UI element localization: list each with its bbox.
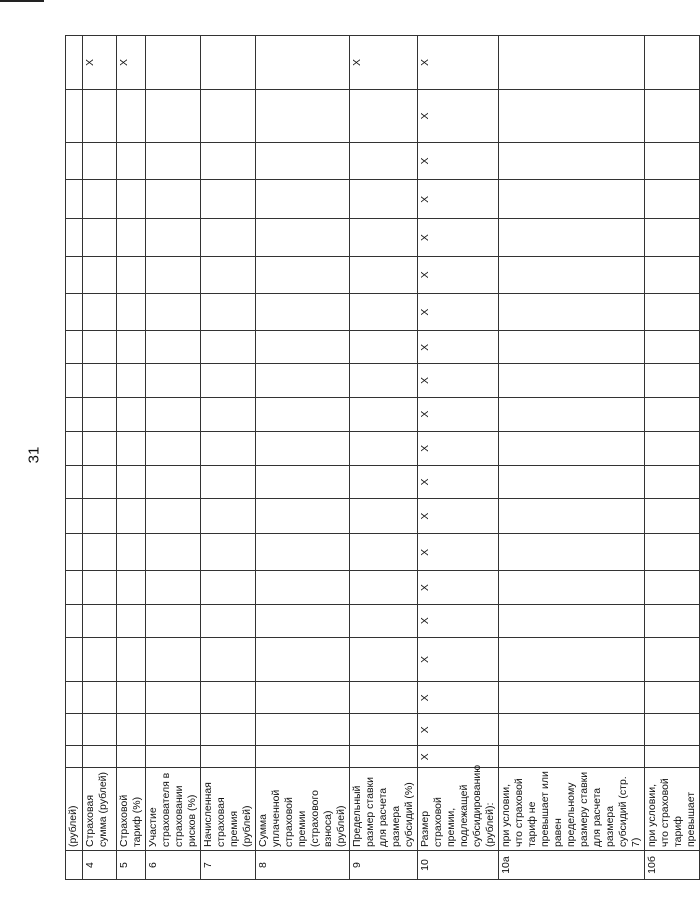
table-cell (256, 364, 350, 397)
table-cell (146, 256, 201, 293)
table-cell (83, 571, 117, 604)
row-number: 4 (83, 851, 117, 880)
table-row (499, 36, 645, 880)
table-cell (66, 746, 83, 768)
table-cell (146, 746, 201, 768)
table-cell (645, 294, 700, 331)
table-cell (83, 219, 117, 256)
table-cell (66, 682, 83, 714)
table-cell (117, 604, 146, 637)
rotated-table-wrapper (65, 35, 697, 880)
table-cell (645, 219, 700, 256)
table-cell (499, 431, 645, 465)
table-cell (350, 431, 418, 465)
table-cell (201, 499, 256, 534)
table-cell (256, 90, 350, 143)
table-cell (201, 746, 256, 768)
table-cell (201, 431, 256, 465)
table-cell (256, 331, 350, 364)
cross-mark-cell: X (418, 256, 499, 293)
cross-mark-cell: X (418, 637, 499, 682)
table-cell (201, 256, 256, 293)
table-cell (146, 219, 201, 256)
table-cell (645, 604, 700, 637)
cross-mark-cell: X (418, 180, 499, 219)
table-cell (645, 364, 700, 397)
table-cell (499, 499, 645, 534)
table-cell (201, 637, 256, 682)
table-cell (201, 571, 256, 604)
table-cell (117, 256, 146, 293)
cross-mark-cell: X (418, 714, 499, 746)
table-row (256, 36, 350, 880)
table-cell (66, 256, 83, 293)
table-cell (256, 431, 350, 465)
table-cell (256, 219, 350, 256)
table-cell (66, 604, 83, 637)
table-row (201, 36, 256, 880)
table-cell (350, 714, 418, 746)
table-cell (66, 637, 83, 682)
table-cell (350, 682, 418, 714)
table-cell (66, 499, 83, 534)
table-row (83, 36, 117, 880)
table-cell (83, 90, 117, 143)
table-cell (201, 90, 256, 143)
cross-mark-cell: X (418, 142, 499, 179)
row-number (66, 851, 83, 880)
table-cell (256, 746, 350, 768)
table-cell (117, 499, 146, 534)
cross-mark-cell: X (418, 499, 499, 534)
table-cell (256, 465, 350, 498)
table-cell (645, 465, 700, 498)
table-cell (350, 364, 418, 397)
table-cell (66, 714, 83, 746)
table-cell (201, 294, 256, 331)
table-row (645, 36, 700, 880)
table-cell (499, 180, 645, 219)
table-cell (350, 256, 418, 293)
table-cell (117, 397, 146, 431)
table-cell (146, 36, 201, 90)
table-cell (499, 36, 645, 90)
row-number: 6 (146, 851, 201, 880)
table-cell (256, 397, 350, 431)
cross-mark-cell: X (418, 331, 499, 364)
table-cell (66, 294, 83, 331)
table-cell (499, 256, 645, 293)
table-cell (201, 180, 256, 219)
table-cell (66, 534, 83, 571)
table-cell (117, 364, 146, 397)
table-cell (66, 397, 83, 431)
table-cell (645, 142, 700, 179)
cross-mark-cell: X (418, 294, 499, 331)
table-cell (117, 637, 146, 682)
table-cell (645, 534, 700, 571)
table-cell (256, 142, 350, 179)
table-cell (350, 142, 418, 179)
table-cell (645, 714, 700, 746)
table-cell (350, 746, 418, 768)
table-cell (201, 36, 256, 90)
table-row (350, 36, 418, 880)
table-cell (499, 294, 645, 331)
table-cell (256, 571, 350, 604)
row-label: (рублей) (66, 768, 83, 851)
table-cell (117, 714, 146, 746)
row-number: 10а (499, 851, 645, 880)
table-cell (350, 571, 418, 604)
table-cell (256, 499, 350, 534)
table-cell (201, 714, 256, 746)
table-cell (117, 682, 146, 714)
table-cell (66, 142, 83, 179)
table-cell (645, 431, 700, 465)
table-cell (117, 219, 146, 256)
row-number: 9 (350, 851, 418, 880)
table-cell (117, 142, 146, 179)
cross-mark-cell: X (117, 36, 146, 90)
table-cell (83, 180, 117, 219)
table-cell (146, 364, 201, 397)
table-cell (146, 180, 201, 219)
table-cell (83, 534, 117, 571)
table-cell (499, 142, 645, 179)
table-cell (256, 180, 350, 219)
table-cell (645, 499, 700, 534)
table-cell (350, 180, 418, 219)
cross-mark-cell: X (418, 90, 499, 143)
table-cell (350, 90, 418, 143)
table-cell (117, 465, 146, 498)
table-cell (117, 90, 146, 143)
table-cell (66, 431, 83, 465)
table-cell (350, 465, 418, 498)
table-cell (645, 746, 700, 768)
table-cell (83, 364, 117, 397)
table-cell (66, 571, 83, 604)
table-cell (201, 604, 256, 637)
table-cell (146, 397, 201, 431)
table-cell (83, 142, 117, 179)
table-cell (117, 746, 146, 768)
cross-mark-cell: X (418, 604, 499, 637)
table-cell (83, 604, 117, 637)
table-cell (146, 90, 201, 143)
table-cell (201, 219, 256, 256)
table-cell (256, 682, 350, 714)
table-cell (83, 714, 117, 746)
row-label: Страховая сумма (рублей) (83, 768, 117, 851)
row-number: 10 (418, 851, 499, 880)
table-cell (201, 142, 256, 179)
table-cell (146, 534, 201, 571)
table-row (66, 36, 83, 880)
cross-mark-cell: X (418, 364, 499, 397)
table-cell (146, 465, 201, 498)
cross-mark-cell: X (418, 431, 499, 465)
cross-mark-cell: X (418, 397, 499, 431)
cross-mark-cell: X (418, 534, 499, 571)
table-cell (645, 637, 700, 682)
row-number: 5 (117, 851, 146, 880)
table-row (146, 36, 201, 880)
table-cell (201, 682, 256, 714)
table-cell (117, 331, 146, 364)
row-label: Предельный размер ставки для расчета размера субсидий (%) (350, 768, 418, 851)
corner-mark (0, 0, 44, 2)
row-number: 7 (201, 851, 256, 880)
table-cell (256, 256, 350, 293)
cross-mark-cell: X (418, 36, 499, 90)
row-label: Размер страховой премии, подлежащей субсидированию (рублей): (418, 768, 499, 851)
table-cell (66, 331, 83, 364)
table-cell (350, 219, 418, 256)
table-cell (201, 534, 256, 571)
table-cell (146, 431, 201, 465)
table-cell (350, 499, 418, 534)
data-table (65, 35, 700, 880)
cross-mark-cell: X (418, 571, 499, 604)
table-cell (499, 682, 645, 714)
table-cell (645, 36, 700, 90)
table-cell (83, 256, 117, 293)
table-cell (83, 637, 117, 682)
table-cell (256, 604, 350, 637)
table-cell (117, 180, 146, 219)
table-cell (256, 637, 350, 682)
table-cell (645, 90, 700, 143)
cross-mark-cell: X (418, 682, 499, 714)
table-cell (499, 90, 645, 143)
table-cell (83, 431, 117, 465)
table-cell (499, 571, 645, 604)
table-cell (146, 294, 201, 331)
table-cell (350, 637, 418, 682)
table-cell (256, 534, 350, 571)
table-cell (66, 465, 83, 498)
table-cell (83, 499, 117, 534)
table-cell (645, 682, 700, 714)
row-number: 10б (645, 851, 700, 880)
cross-mark-cell: X (418, 219, 499, 256)
table-cell (117, 534, 146, 571)
table-cell (201, 465, 256, 498)
table-cell (350, 604, 418, 637)
row-label: при условии, что страховой тариф превышает (645, 768, 700, 851)
table-cell (146, 331, 201, 364)
table-cell (350, 397, 418, 431)
table-cell (146, 142, 201, 179)
table-cell (350, 294, 418, 331)
row-label: Участие страхователя в страховании рисков (%) (146, 768, 201, 851)
table-cell (201, 397, 256, 431)
table-cell (350, 331, 418, 364)
table-cell (66, 180, 83, 219)
table-cell (146, 571, 201, 604)
table-cell (83, 294, 117, 331)
table-cell (256, 714, 350, 746)
table-cell (256, 294, 350, 331)
table-cell (645, 180, 700, 219)
table-cell (499, 637, 645, 682)
table-cell (117, 431, 146, 465)
table-cell (83, 746, 117, 768)
table-cell (117, 294, 146, 331)
row-label: Начисленная страховая премия (рублей) (201, 768, 256, 851)
table-cell (201, 331, 256, 364)
table-cell (645, 397, 700, 431)
cross-mark-cell: X (83, 36, 117, 90)
table-cell (499, 331, 645, 364)
page-number: 31 (25, 446, 43, 464)
table-cell (66, 219, 83, 256)
row-label: Страховой тариф (%) (117, 768, 146, 851)
cross-mark-cell: X (418, 465, 499, 498)
table-cell (117, 571, 146, 604)
table-cell (83, 682, 117, 714)
table-cell (146, 604, 201, 637)
table-cell (83, 331, 117, 364)
table-cell (201, 364, 256, 397)
table-cell (66, 364, 83, 397)
table-cell (645, 256, 700, 293)
table-cell (499, 604, 645, 637)
table-cell (146, 637, 201, 682)
table-cell (350, 534, 418, 571)
cross-mark-cell: X (418, 746, 499, 768)
table-cell (645, 331, 700, 364)
table-cell (146, 499, 201, 534)
table-cell (83, 397, 117, 431)
table-cell (499, 219, 645, 256)
table-cell (645, 571, 700, 604)
cross-mark-cell: X (350, 36, 418, 90)
row-label: Сумма уплаченной страховой премии (страхового взноса) (рублей) (256, 768, 350, 851)
row-label: при условии, что страховой тариф не превышает или равен предельному размеру ставки для расчета размера субсидий (стр. 7) (499, 768, 645, 851)
table-cell (66, 90, 83, 143)
table-cell (499, 534, 645, 571)
row-number: 8 (256, 851, 350, 880)
table-cell (256, 36, 350, 90)
table-cell (146, 714, 201, 746)
table-row (418, 36, 499, 880)
table-cell (66, 36, 83, 90)
table-cell (146, 682, 201, 714)
table-cell (499, 746, 645, 768)
table-cell (499, 714, 645, 746)
table-cell (499, 465, 645, 498)
table-cell (83, 465, 117, 498)
table-cell (499, 397, 645, 431)
table-row (117, 36, 146, 880)
table-cell (499, 364, 645, 397)
